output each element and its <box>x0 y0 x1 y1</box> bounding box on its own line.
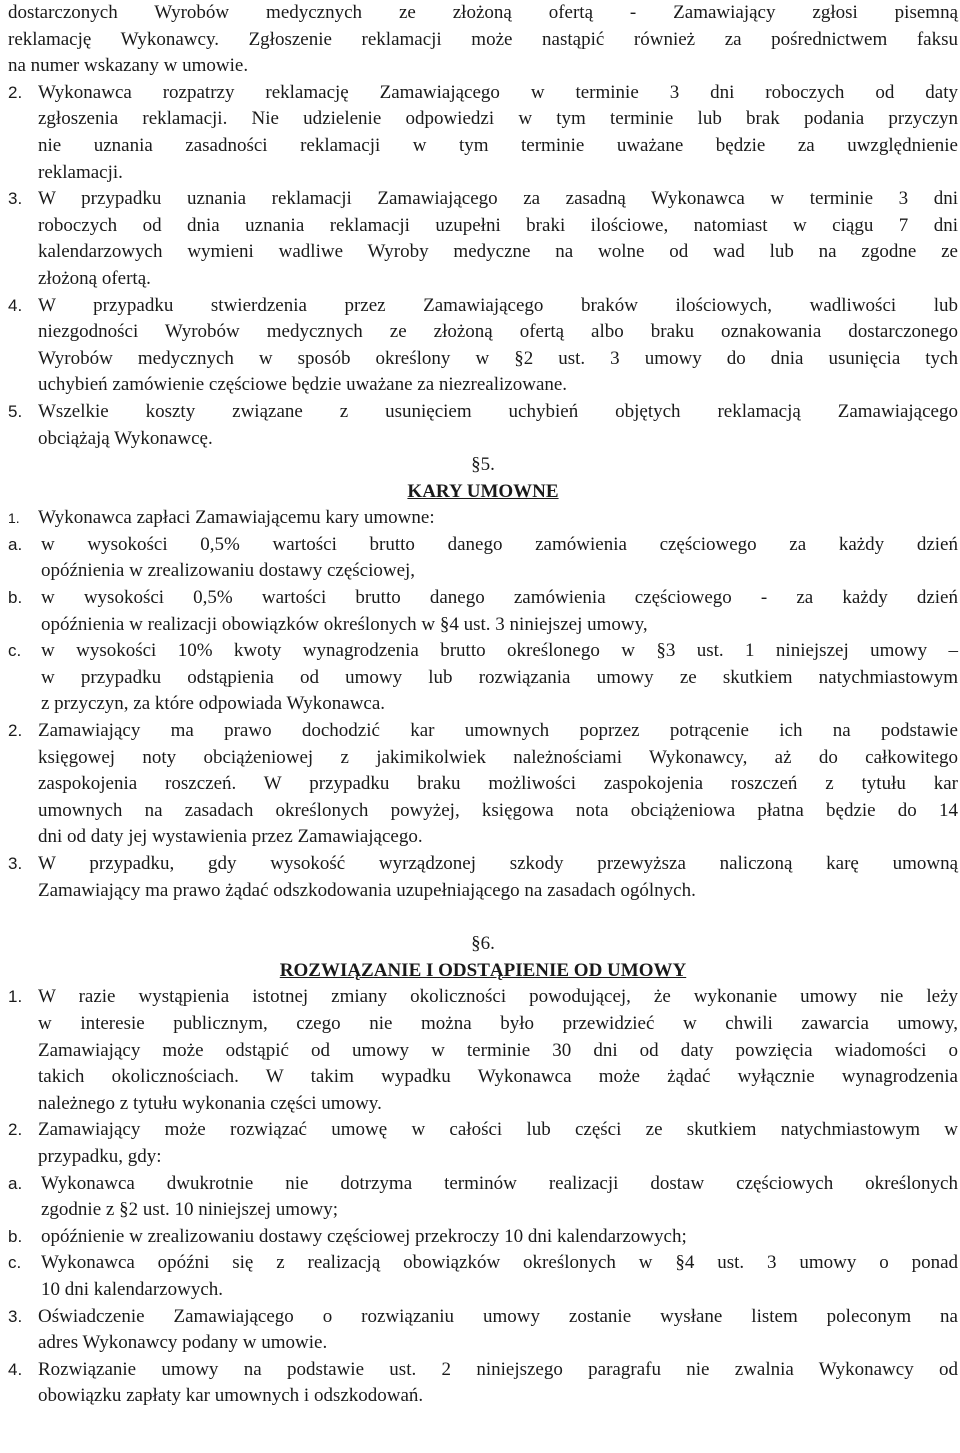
text-line: Wykonawca dwukrotnie nie dotrzyma terminów realizacji dostaw częściowych określonych <box>41 1172 958 1194</box>
text-line: Rozwiązanie umowy na podstawie ust. 2 niniejszego paragrafu nie zwalnia Wykonawcy od <box>38 1358 958 1380</box>
text-line: kalendarzowych wymieni wadliwe Wyroby medyczne na wolne od wad lub na zgodne ze <box>38 241 958 263</box>
item-number: 3. <box>8 189 23 209</box>
sub-letter: b. <box>8 588 23 608</box>
item-number: 4. <box>8 1359 23 1379</box>
item-number: 2. <box>8 721 23 741</box>
text-line: w wysokości 10% kwoty wynagrodzenia brutto określonego w §3 ust. 1 niniejszej umowy – <box>41 640 958 662</box>
s5-sub-b <box>8 585 958 638</box>
text-line: 10 dni kalendarzowych. <box>41 1278 224 1300</box>
text-line: Oświadczenie Zamawiającego o rozwiązaniu umowy zostanie wysłane listem poleconym na <box>38 1305 958 1327</box>
text-line: reklamacji. <box>38 161 123 183</box>
sub-letter: a. <box>8 534 23 554</box>
sub-letter: c. <box>8 641 22 661</box>
text-line: obciążają Wykonawcę. <box>38 427 213 449</box>
text-line: roboczych od dnia uznania reklamacji uzupełni braki ilościowe, natomiast w ciągu 7 dni <box>38 214 958 236</box>
text-line: Wykonawca rozpatrzy reklamację Zamawiającego w terminie 3 dni roboczych od daty <box>38 81 958 103</box>
item-number: 2. <box>8 1120 23 1140</box>
text-line: W przypadku uznania reklamacji Zamawiającego za zasadną Wykonawca w terminie 3 dni <box>38 188 958 210</box>
text-line: uchybień zamówienie częściowe będzie uważane za niezrealizowane. <box>38 374 568 396</box>
text-line: obowiązku zapłaty kar umownych i odszkodowań. <box>38 1385 424 1407</box>
item-number: 1. <box>8 987 23 1007</box>
s6-item-2 <box>8 1117 958 1170</box>
sub-letter: c. <box>8 1253 22 1273</box>
s5-sub-a <box>8 532 958 585</box>
text-line: dni od daty jej wystawienia przez Zamawiającego. <box>38 826 423 848</box>
text-line: dostarczonych Wyrobów medycznych ze złożoną ofertą - Zamawiający zgłosi pisemną <box>8 2 958 23</box>
text-line: w wysokości 0,5% wartości brutto danego zamówienia częściowego - za każdy dzień <box>41 587 958 609</box>
text-line: Wykonawca opóźni się z realizacją obowiązków określonych w §4 ust. 3 umowy o ponad <box>41 1252 958 1274</box>
text-line: zgodnie z §2 ust. 10 niniejszej umowy; <box>41 1199 339 1221</box>
text-line: opóźnienia w realizacji obowiązków określonych w §4 ust. 3 niniejszej umowy, <box>41 613 648 635</box>
text-line: z przyczyn, za które odpowiada Wykonawca. <box>41 693 386 715</box>
text-line: zgłoszenia reklamacji. Nie udzielenie odpowiedzi w tym terminie lub brak podania przyczyn <box>38 108 958 130</box>
text-line: Zamawiający może odstąpić od umowy w terminie 30 dni od daty powzięcia wiadomości o <box>38 1039 958 1061</box>
text-line: Zamawiający ma prawo żądać odszkodowania uzupełniającego na zasadach ogólnych. <box>38 879 696 901</box>
s4-item-4 <box>8 293 958 399</box>
text-line: należnego z tytułu wykonania części umowy. <box>38 1092 382 1114</box>
item-number: 5. <box>8 401 23 421</box>
section-number: §6. <box>471 933 495 955</box>
item-number: 3. <box>8 1306 23 1326</box>
item-number: 4. <box>8 295 23 315</box>
intro-paragraph <box>8 0 958 80</box>
text-line: opóźnienie w zrealizowaniu dostawy częściowej przekroczy 10 dni kalendarzowych; <box>41 1225 687 1247</box>
s6-item-3 <box>8 1304 958 1357</box>
spacer <box>8 904 958 931</box>
text-line: W przypadku, gdy wysokość wyrządzonej szkody przewyższa naliczoną karę umowną <box>38 853 958 874</box>
text-line: księgowej noty obciążeniowej z jakimikolwiek należnościami Wykonawcy, aż do całkowitego <box>38 746 958 768</box>
text-line: w wysokości 0,5% wartości brutto danego zamówienia częściowego za każdy dzień <box>41 533 958 555</box>
text-line: złożoną ofertą. <box>38 267 151 289</box>
s5-sub-c <box>8 638 958 718</box>
text-line: opóźnienia w zrealizowaniu dostawy częściowej, <box>41 560 416 582</box>
item-number: 2. <box>8 82 23 102</box>
text-line: przypadku, gdy: <box>38 1145 162 1167</box>
s6-item-1 <box>8 984 958 1117</box>
text-line: takich okolicznościach. W takim wypadku Wykonawca może żądać wyłącznie wynagrodzenia <box>38 1066 958 1088</box>
text-line: adres Wykonawcy podany w umowie. <box>38 1332 328 1354</box>
section-title: KARY UMOWNE <box>407 480 559 502</box>
s6-item-4 <box>8 1357 958 1410</box>
s4-item-3 <box>8 186 958 292</box>
text-line: umownych na zasadach określonych powyżej, księgowa nota obciążeniowa płatna będzie do 14 <box>38 799 958 821</box>
text-line: nie uznania zasadności reklamacji w tym terminie uważane będzie za uwzględnienie <box>38 134 958 156</box>
sub-letter: a. <box>8 1173 23 1193</box>
item-number: 1. <box>8 510 20 527</box>
item-number: 3. <box>8 854 23 873</box>
text-line: w interesie publicznym, czego nie można było przewidzieć w chwili zawarcia umowy, <box>38 1012 958 1034</box>
s6-sub-c <box>8 1250 958 1303</box>
s6-sub-b <box>8 1224 958 1251</box>
text-line: Wszelkie koszty związane z usunięciem uchybień objętych reklamacją Zamawiającego <box>38 400 958 422</box>
text-line: w przypadku odstąpienia od umowy lub rozwiązania umowy ze skutkiem natychmiastowym <box>41 666 958 688</box>
s5-item-1 <box>8 505 958 532</box>
s5-item-2 <box>8 718 958 851</box>
s5-item-3 <box>8 851 958 904</box>
sub-letter: b. <box>8 1226 23 1246</box>
text-line: Wykonawca zapłaci Zamawiającemu kary umowne: <box>38 507 435 529</box>
text-line: W razie wystąpienia istotnej zmiany okoliczności powodującej, że wykonanie umowy nie leży <box>38 986 958 1008</box>
text-line: W przypadku stwierdzenia przez Zamawiającego braków ilościowych, wadliwości lub <box>38 294 958 316</box>
s4-item-5 <box>8 399 958 452</box>
section-title: ROZWIĄZANIE I ODSTĄPIENIE OD UMOWY <box>279 959 687 981</box>
s6-sub-a <box>8 1171 958 1224</box>
text-line: na numer wskazany w umowie. <box>8 55 249 77</box>
text-line: Zamawiający może rozwiązać umowę w całości lub części ze skutkiem natychmiastowym w <box>38 1119 958 1141</box>
section-number: §5. <box>471 454 495 476</box>
text-line: zaspokojenia roszczeń. W przypadku braku możliwości zaspokojenia roszczeń z tytułu kar <box>38 773 958 795</box>
text-line: Zamawiający ma prawo dochodzić kar umownych poprzez potrącenie ich na podstawie <box>38 720 958 742</box>
text-line: niezgodności Wyrobów medycznych ze złożoną ofertą albo braku oznakowania dostarczonego <box>38 321 958 343</box>
s4-item-2 <box>8 80 958 186</box>
text-line: reklamację Wykonawcy. Zgłoszenie reklamacji może nastąpić również za pośrednictwem faksu <box>8 28 958 50</box>
text-line: Wyrobów medycznych w sposób określony w §2 ust. 3 umowy do dnia usunięcia tych <box>38 347 958 369</box>
